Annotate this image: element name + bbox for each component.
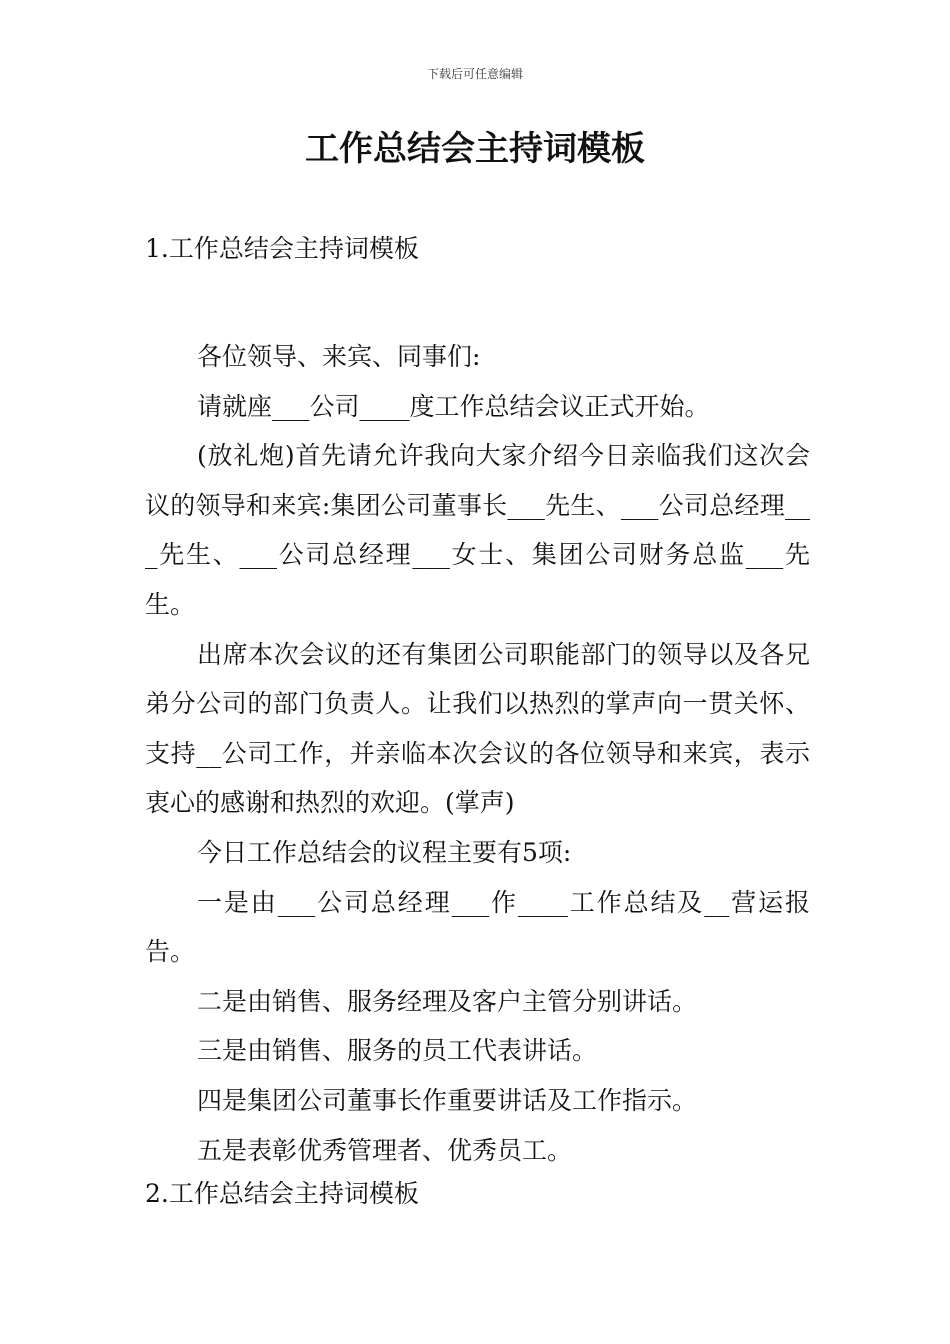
paragraph-attendees: 出席本次会议的还有集团公司职能部门的领导以及各兄弟分公司的部门负责人。让我们以热烈的掌声向一贯关怀、支持__公司工作，并亲临本次会议的各位领导和来宾，表示衷心的感谢和热烈的欢迎。(掌声): [145, 639, 810, 818]
document-title: 工作总结会主持词模板: [305, 129, 645, 169]
section-heading-2: 2.工作总结会主持词模板: [145, 1179, 419, 1208]
section-heading-1: 1.工作总结会主持词模板: [145, 234, 419, 263]
agenda-item-4: 四是集团公司董事长作重要讲话及工作指示。: [197, 1085, 698, 1115]
paragraph-introduce-guests: (放礼炮)首先请允许我向大家介绍今日亲临我们这次会议的领导和来宾:集团公司董事长___先生、___公司总经理___先生、___公司总经理___女士、集团公司财务总监___先生。: [145, 441, 810, 619]
agenda-item-5: 五是表彰优秀管理者、优秀员工。: [197, 1135, 573, 1165]
paragraph-opening: 请就座___公司____度工作总结会议正式开始。: [197, 391, 710, 421]
paragraph-agenda-intro: 今日工作总结会的议程主要有5项:: [197, 837, 572, 867]
agenda-item-2: 二是由销售、服务经理及客户主管分别讲话。: [197, 986, 698, 1016]
page-header-note: 下载后可任意编辑: [426, 67, 523, 81]
document-body: [145, 332, 810, 1175]
agenda-item-3: 三是由销售、服务的员工代表讲话。: [197, 1036, 598, 1066]
agenda-item-1: 一是由___公司总经理___作____工作总结及__营运报告。: [145, 887, 810, 967]
paragraph-greeting: 各位领导、来宾、同事们:: [197, 342, 481, 371]
